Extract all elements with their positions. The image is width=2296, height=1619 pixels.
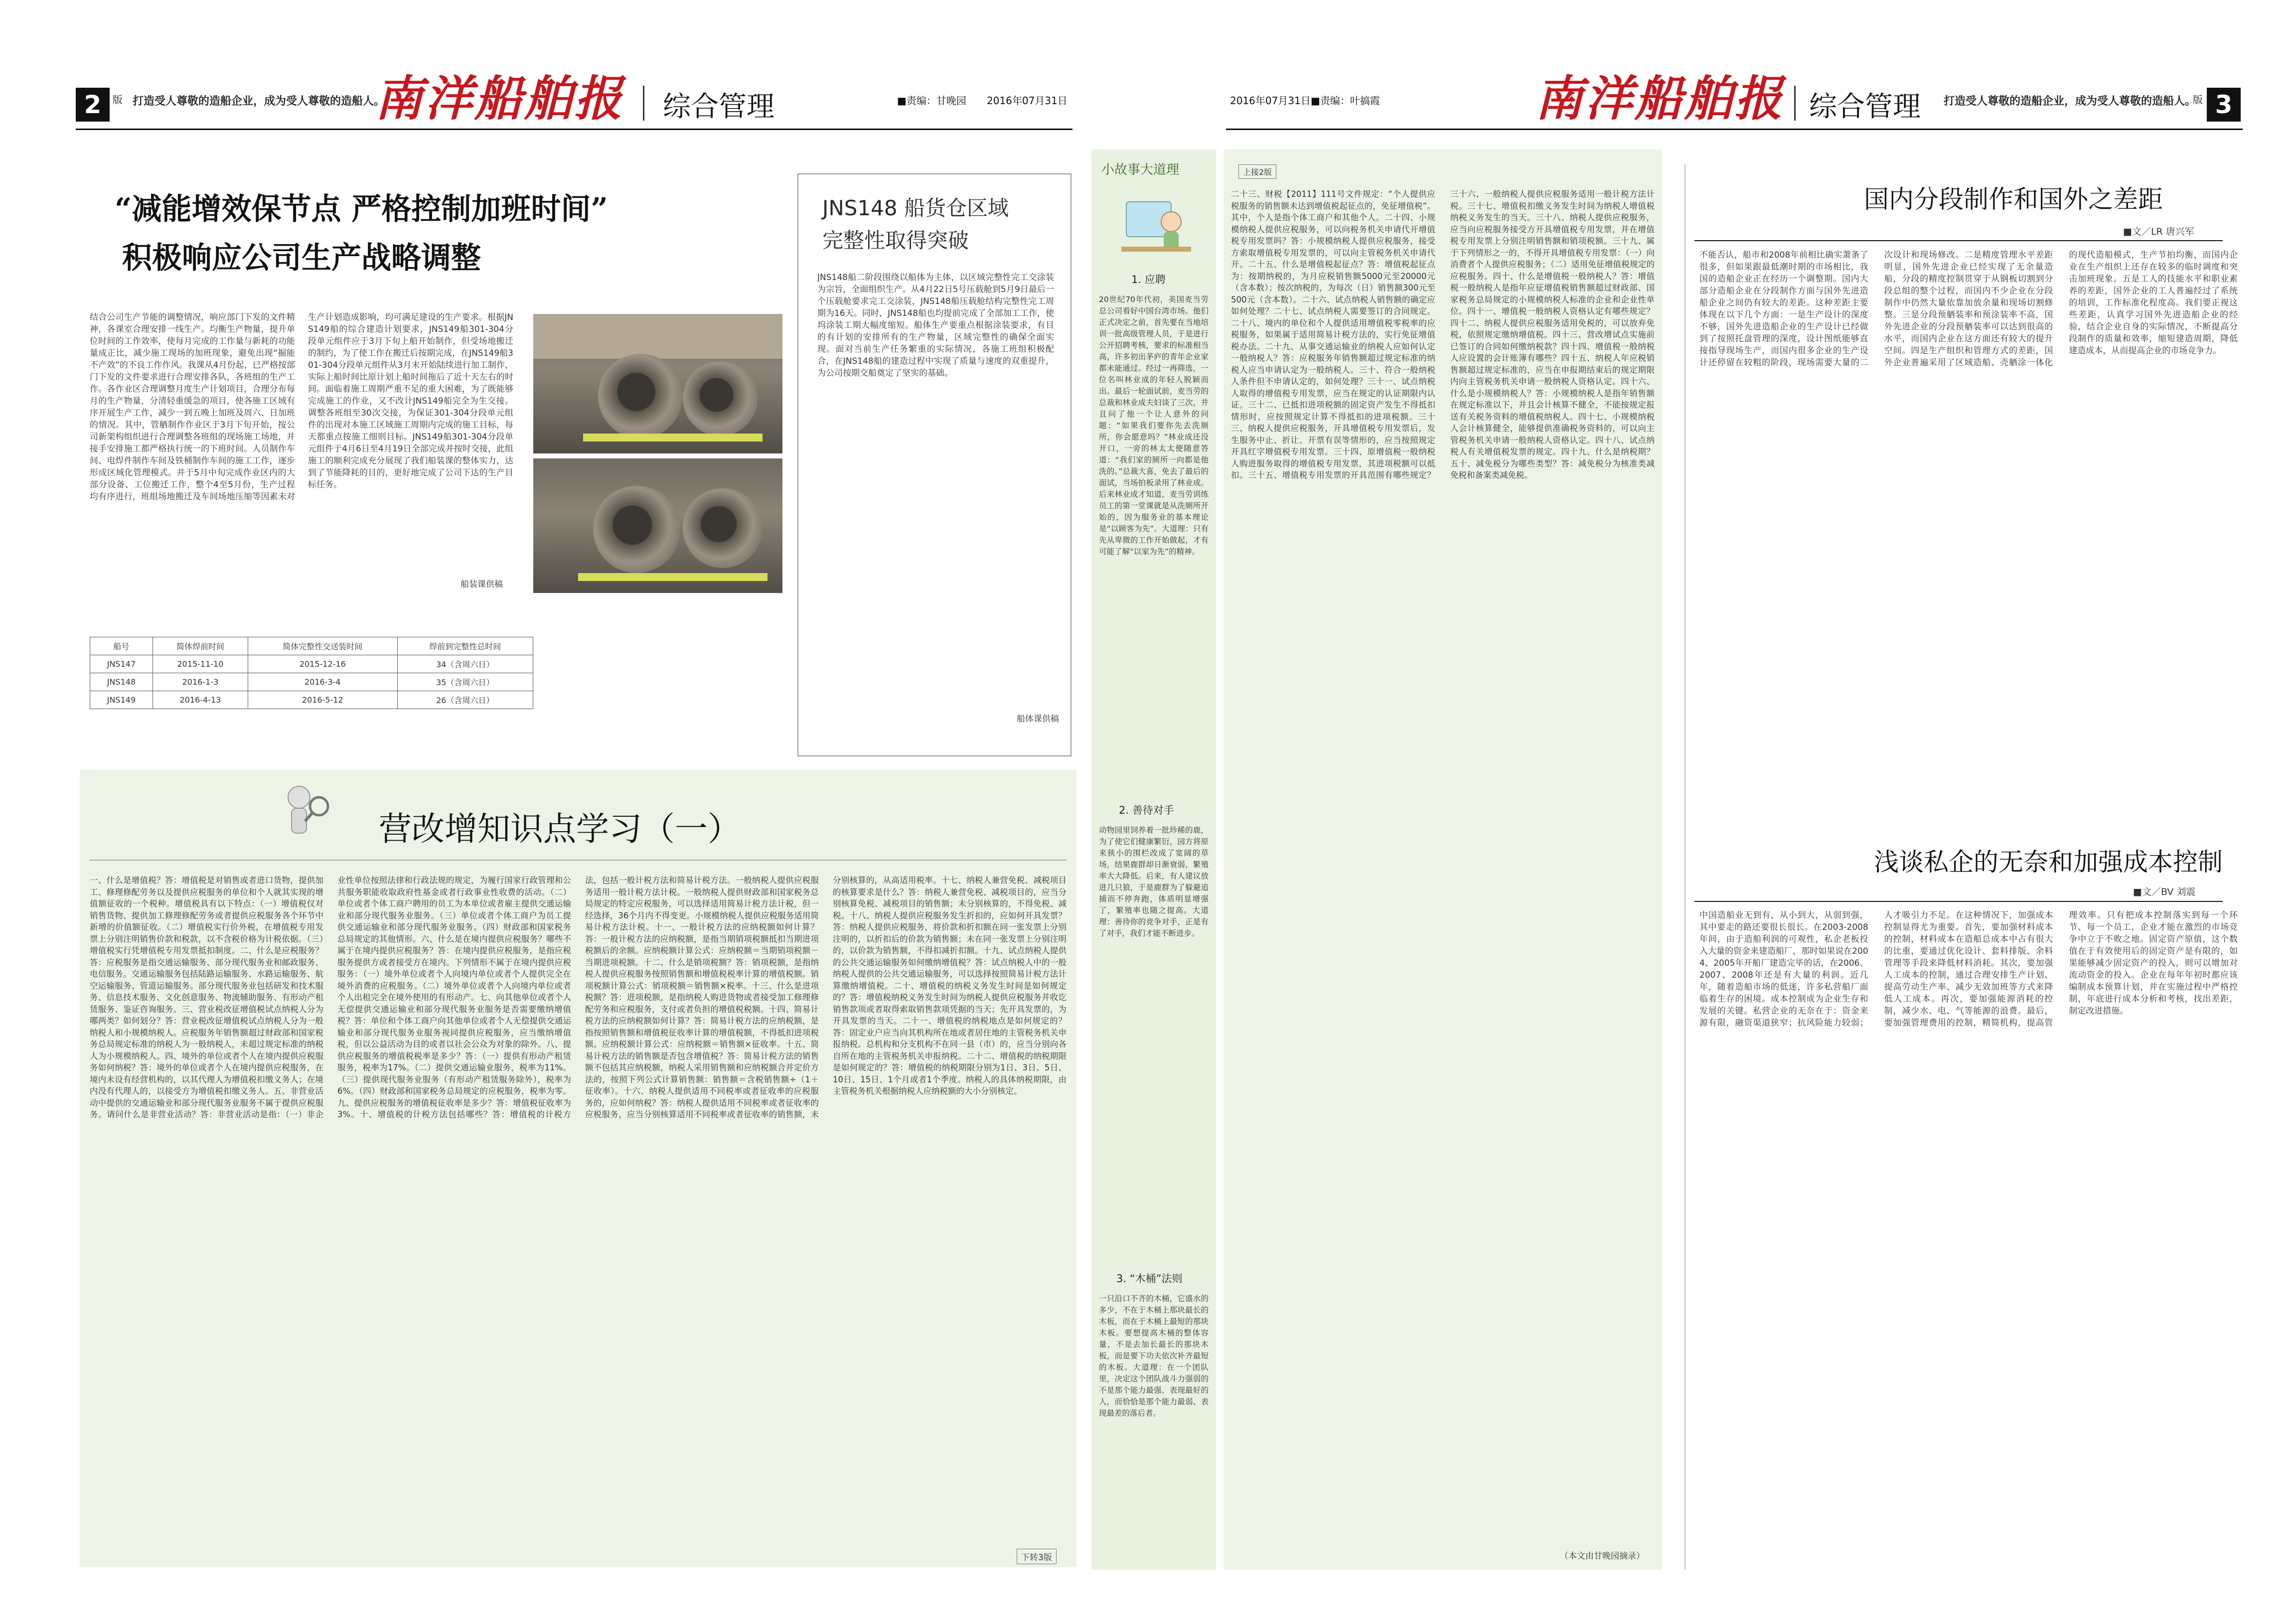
- left-page-number: 2: [76, 88, 110, 122]
- table-header: 焊前到完整性总时间: [397, 637, 533, 655]
- right-page-unit: 版: [2193, 94, 2203, 106]
- article1-photo-top: [533, 314, 782, 453]
- continued-header: 上接2版: [1238, 164, 1276, 179]
- shell-roll: [593, 486, 680, 573]
- article4-rule: [1694, 240, 2223, 241]
- article1-body: 结合公司生产节能的调整情况，响应部门下发的文件精神，各课室合理安排一线生产。均衡生产物量，提升单位时间的工作效率，使每月完成的工作量与新耗的功能量成正比，减少施工现场的加班现象，避免出现“掘能不产效”的不良工作作风。我课从4月份起，已严格按部门下发的文件要求进行合理安排各队，各班组的生产工作。各作业区合理调整月度生产计划项目，合理分布每月的生产物量，分清轻重缓急的项目，使各施工区域有序开展生产工作，减少一到五晚上加班及周六、日加班的情况。其中，管舾制作作业区于3月下旬开始，按公司新架构组织进行合理调整各班组的现场施工场地，并接手安排施工都严格执行统一的下班时间。人员制作车间、电焊件制作车间及铁桶制作车间的施工工作，逐步形成区域化管理模式。并于5月中旬完成作业区内的大部分设备、工位搬迁工作，整个4至5月份，生产过程均有序进行，班组场地搬迁及车间场地压缩等因素未对生产计划造成影响，均可满足建设的生产要求。根据JNS149船的综合建造计划要求，JNS149船301-304分段单元组件应于3月下旬上船开始制作，但受场地搬迁的制约，为了使工作在搬迁后按期完成，在JNS149船301-304分段单元组件从3月末开始陆续进行加工制作，实际上船时间比原计划上船时间拖后了近十天左右的时间。面临着施工周期严重不足的重大困难，为了既能够完成施工的作业，又不改计JNS149船完全为生交接。调整各班组至30次交接，为保证301-304分段单元组件的出现对本施工区域施工周期内完成的施工目标，每天都重点按施工细则目标。JNS149船301-304分段单元组件于4月6日至4月19日全部完成并按时交接，此组施工的顺利完成充分展现了我们船装课的整体实力，达到了节能降耗的目的，更好地完成了公司下达的生产目标任务。: [90, 312, 513, 502]
- article1-title-line1: “减能增效保节点 严格控制加班时间”: [115, 192, 608, 227]
- table-cell: 2015-12-16: [248, 655, 397, 673]
- article1-table: [90, 637, 533, 709]
- right-header-divider: [1794, 86, 1796, 121]
- table-cell: 2016-5-12: [248, 691, 397, 709]
- left-date: 2016年07月31日: [987, 95, 1068, 107]
- shell-roll: [683, 361, 758, 436]
- shell-roll: [683, 488, 763, 568]
- article4-title: 国内分段制作和国外之差距: [1864, 185, 2163, 214]
- article3-title-rule: [90, 860, 1067, 861]
- article5-body: 中国造船业无到有，从小到大，从弱到强，其中要走的路还要很长很长。在2003-2008年间，由于造船利润的可观性，私企老板投入大量的资金来建造船厂，那时如果说在2004、2005年开船厂建造完毕的话，在2006、2007、2008年还是有大量的利润。近几年，随着造船市场的低迷，许多私营船厂面临着生存的困境。成本控制成为企业生存和发展的关键。私营企业的无奈在于：资金来源有限，融资渠道狭窄；抗风险能力较弱；人才吸引力不足。在这种情况下，加强成本控制显得尤为重要。首先，要加强材料成本的控制，材料成本在造船总成本中占有很大的比重，要通过优化设计、套料排版、余料管理等手段来降低材料消耗。其次，要加强人工成本的控制，通过合理安排生产计划、提高劳动生产率、减少无效加班等方式来降低人工成本。再次，要加强能源消耗的控制，减少水、电、气等能源的浪费。最后，要加强管理费用的控制，精简机构，提高管理效率。只有把成本控制落实到每一个环节、每一个员工，企业才能在激烈的市场竞争中立于不败之地。固定资产原值，这个数值在于有效使用后的固定资产是有限的，如果能够减少固定资产的投入，则可以增加对流动资金的投入。企业在每年年初时都应该编制成本预算计划，并在实施过程中严格控制，年底进行成本分析和考核，找出差距，制定改进措施。: [1699, 910, 2238, 1028]
- article2-body: JNS148船二阶段围绕以船体为主体，以区域完整性完工交涂装为宗旨，全面组织生产。从4月22日5号压载舱到5月9日最后一个压载舱要求完工交涂装，JNS148船压载舱结构完整性完工周期为16天。同时，JNS148船也均提前完成了全部加工工作，使坞涂装工期大幅度缩短。船体生产要重点根据涂装要求，有目的有计划的安排所有的生产物量，区域完整性的确保全面实现。面对当前生产任务繁重的实际情况，各施工班组积极配合，在JNS148船的建造过程中实现了质量与速度的双重提升，为公司按期交船奠定了坚实的基础。: [817, 273, 1054, 378]
- table-header-row: [90, 637, 533, 655]
- table-cell: JNS147: [90, 655, 153, 673]
- table-cell: 26（含周六日）: [397, 691, 533, 709]
- article2-title-line1: JNS148 船货仓区域: [822, 196, 1009, 220]
- article5-title: 浅谈私企的无奈和加强成本控制: [1874, 848, 2223, 877]
- story1-body: 20世纪70年代初，美国麦当劳总公司看好中国台湾市场。他们正式决定之前，首先要在当地培训一批高级管理人员，于是进行公开招聘考核，要求的标准相当高，许多初出茅庐的青年企业家都未能通过。经过一再筛选，一位名叫林业成的年轻人脱颖而出。最后一轮面试前，麦当劳的总裁和林业成夫妇谈了三次，并且问了他一个让人意外的问题：“如果我们要你先去洗厕所，你会愿意吗？”林业成还没开口，一旁的林太太便随意答道：“我们家的厕所一向都是他洗的。”总裁大喜，免去了最后的面试，当场拍板录用了林业成。后来林业成才知道，麦当劳训练员工的第一堂课就是从洗厕所开始的，因为服务业的基本理论是“以顾客为先”。大道理：只有先从卑微的工作开始做起，才有可能了解“以家为先”的精神。: [1099, 295, 1209, 556]
- left-masthead-logo: 南洋船舶报: [375, 70, 624, 127]
- shell-roll: [598, 354, 683, 439]
- left-header-divider: [643, 86, 644, 121]
- table-row: [90, 655, 533, 673]
- article2-title-line2: 完整性取得突破: [822, 228, 969, 253]
- story3-title: 3. “木桶”法则: [1116, 1273, 1183, 1285]
- right-masthead-logo: 南洋船舶报: [1535, 70, 1784, 127]
- story2-body: 动物园里饲养着一批珍稀的鹿，为了使它们健康繁衍，园方将原来狭小的围栏改成了宽阔的草场，结果鹿群却日渐衰弱，繁殖率大大降低。后来，有人建议放进几只狼，于是鹿群为了躲避追捕而不停奔跑，体质明显增强了，繁殖率也随之提高。大道理：善待你的竞争对手，正是有了对手，我们才能不断进步。: [1099, 826, 1209, 938]
- right-section-name: 综合管理: [1809, 91, 1921, 123]
- article4-body: 不能否认，船市和2008年前相比确实萧条了很多，但如果跟最低潮时期的市场相比，我国的造船企业正在经历一个调整期。国内大部分造船企业在分段制作方面与国外先进造船企业之间仍有较大的差距。这种差距主要体现在以下几个方面：一是生产设计的深度不够，国外先进造船企业的生产设计已经做到了按照托盘管理的深度，设计图纸能够直接指导现场生产，而国内很多企业的生产设计还停留在较粗的阶段，现场需要大量的二次设计和现场修改。二是精度管理水平差距明显，国外先进企业已经实现了无余量造船，分段的精度控制贯穿于从钢板切割到分段总组的整个过程，而国内不少企业在分段制作中仍然大量依靠加放余量和现场切割修整。三是分段预舾装率和预涂装率不高，国外先进企业的分段预舾装率可以达到很高的水平，而国内企业在这方面还有较大的提升空间。四是生产组织和管理方式的差距，国外企业普遍采用了区域造船、壳舾涂一体化的现代造船模式，生产节拍均衡，而国内企业在生产组织上还存在较多的临时调度和突击加班现象。五是工人的技能水平和职业素养的差距，国外企业的工人普遍经过了系统的培训，工作标准化程度高。我们要正视这些差距，认真学习国外先进造船企业的经验，结合企业自身的实际情况，不断提高分段制作的质量和效率，缩短建造周期，降低建造成本，从而提高企业的市场竞争力。: [1699, 250, 2238, 368]
- left-section-name: 综合管理: [663, 91, 774, 123]
- article1-title-line2: 积极响应公司生产战略调整: [122, 241, 481, 276]
- right-slogan: 打造受人尊敬的造船企业，成为受人尊敬的造船人。: [1944, 95, 2196, 108]
- table-cell: 2016-4-13: [153, 691, 248, 709]
- table-row: [90, 691, 533, 709]
- table-cell: JNS149: [90, 691, 153, 709]
- article1-photo-bottom: [533, 458, 782, 593]
- right-header-rule: [1226, 129, 2243, 130]
- left-slogan: 打造受人尊敬的造船企业，成为受人尊敬的造船人。: [133, 95, 385, 108]
- table-cell: 35（含周六日）: [397, 673, 533, 691]
- story2-title: 2. 善待对手: [1119, 804, 1174, 816]
- left-header-rule: [76, 129, 1072, 130]
- article5-rule: [1694, 901, 2223, 902]
- table-row: [90, 673, 533, 691]
- article2-byline: 船体课供稿: [1017, 714, 1059, 724]
- continued-body: 二十三、财税【2011】111号文件规定：“个人提供应税服务的销售额未达到增值税起征点的，免征增值税”。其中，个人是指个体工商户和其他个人。二十四、小规模纳税人提供应税服务，可以向税务机关申请代开增值税专用发票吗？答：小规模纳税人提供应税服务，接受方索取增值税专用发票的，可以向主管税务机关申请代开。二十五、什么是增值税起征点？答：增值税起征点为：按期纳税的，为月应税销售额5000元至20000元（含本数）；按次纳税的，为每次（日）销售额300元至500元（含本数）。二十六、试点纳税人销售额的确定应如何处理？二十七、试点纳税人需要签订的合同规定。二十八、境内的单位和个人提供适用增值税零税率的应税服务，如果属于适用简易计税方法的，实行免征增值税办法。二十九、从事交通运输业的纳税人应如何认定一般纳税人？答：应税服务年销售额超过规定标准的纳税人应当申请认定为一般纳税人。三十、符合一般纳税人条件但不申请认定的，如何处理？三十一、试点纳税人取得的增值税专用发票，应当在规定的认证期限内认证。三十二、已抵扣进项税额的固定资产发生不得抵扣情形时，应按照规定计算不得抵扣的进项税额。三十三、纳税人提供应税服务，开具增值税专用发票后，发生服务中止、折让、开票有误等情形的，应当按照规定开具红字增值税专用发票。三十四、原增值税一般纳税人购进服务取得的增值税专用发票，其进项税额可以抵扣。三十五、增值税专用发票的开具范围有哪些规定？三十六、一般纳税人提供应税服务适用一般计税方法计税。三十七、增值税扣缴义务发生时间为纳税人增值税纳税义务发生的当天。三十八、纳税人提供应税服务，应当向应税服务接受方开具增值税专用发票，并在增值税专用发票上分别注明销售额和销项税额。三十九、属于下列情形之一的，不得开具增值税专用发票：（一）向消费者个人提供应税服务；（二）适用免征增值税规定的应税服务。四十、什么是增值税一般纳税人？答：增值税一般纳税人是指年应征增值税销售额超过财政部、国家税务总局规定的小规模纳税人标准的企业和企业性单位。四十一、增值税一般纳税人资格认定有哪些规定？四十二、纳税人提供应税服务适用免税的，可以放弃免税，依照规定缴纳增值税。四十三、营改增试点实施前已签订的合同如何缴纳税款？四十四、增值税一般纳税人应设置的会计账簿有哪些？四十五、纳税人年应税销售额超过规定标准的，应当在申报期结束后的规定期限内向主管税务机关申请一般纳税人资格认定。四十六、什么是小规模纳税人？答：小规模纳税人是指年销售额在规定标准以下，并且会计核算不健全，不能按规定报送有关税务资料的增值税纳税人。四十七、小规模纳税人会计核算健全，能够提供准确税务资料的，可以向主管税务机关申请一般纳税人资格认定。四十八、试点纳税人有关增值税发票的规定。四十九、什么是纳税期？五十、减免税分为哪些类型？答：减免税分为核准类减免税和备案类减免税。: [1231, 189, 1655, 480]
- sidebar-header: 小故事大道理: [1101, 162, 1180, 177]
- right-column-divider: [1684, 164, 1685, 1570]
- right-editor: ■责编：叶搞霞: [1311, 95, 1380, 107]
- article4-byline: ■文／LR 唐兴军: [2123, 226, 2194, 237]
- table-header: 船号: [90, 637, 153, 655]
- magnifier-figure-icon: [279, 782, 334, 847]
- story1-title: 1. 应聘: [1131, 274, 1166, 286]
- sidebar-illustration: [1116, 192, 1196, 262]
- transporter: [578, 573, 767, 581]
- left-editor: ■责编：甘晚园: [897, 95, 966, 107]
- continued-byline: （本文由甘晚园摘录）: [1560, 1551, 1645, 1561]
- article5-byline: ■文／BV 刘震: [2133, 886, 2196, 897]
- table-header: 简体完整性交送装时间: [248, 637, 397, 655]
- factory-wall: [533, 314, 782, 359]
- table-cell: 2016-3-4: [248, 673, 397, 691]
- article1-byline: 船装课供稿: [460, 580, 503, 589]
- article3-continue-note: 下转3版: [1017, 1549, 1057, 1564]
- story3-body: 一只沿口不齐的木桶，它盛水的多少，不在于木桶上那块最长的木板，而在于木桶上最短的那块木板。要想提高木桶的整体容量，不是去加长最长的那块木板，而是要下功夫依次补齐最短的木板。大道理：在一个团队里，决定这个团队战斗力强弱的不是那个能力最强、表现最好的人，而恰恰是那个能力最弱、表现最差的落后者。: [1099, 1294, 1209, 1418]
- table-header: 简体焊前时间: [153, 637, 248, 655]
- table-cell: 34（含周六日）: [397, 655, 533, 673]
- right-date: 2016年07月31日: [1230, 95, 1311, 107]
- right-page-number: 3: [2207, 88, 2241, 122]
- transporter: [583, 434, 763, 442]
- left-page-unit: 版: [113, 94, 123, 106]
- article3-title: 营改增知识点学习（一）: [379, 810, 741, 848]
- table-cell: JNS148: [90, 673, 153, 691]
- table-cell: 2016-1-3: [153, 673, 248, 691]
- article3-body: 一、什么是增值税？答：增值税是对销售或者进口货物，提供加工、修理修配劳务以及提供应税服务的单位和个人就其实现的增值额征收的一个税种。增值税具有以下特点：（一）增值税仅对销售货物、提供加工修理修配劳务或者提供应税服务各个环节中新增的价值额征收。（二）增值税实行价外税，在增值税专用发票上分别注明销售价款和税款，以不含税价格为计税依据。（三）增值税实行凭增值税专用发票抵扣制度。二、什么是应税服务？答：应税服务是指交通运输服务、部分现代服务业和邮政服务、电信服务。交通运输服务包括陆路运输服务、水路运输服务、航空运输服务、管道运输服务。部分现代服务业包括研发和技术服务、信息技术服务、文化创意服务、物流辅助服务、有形动产租赁服务、鉴证咨询服务。三、营业税改征增值税试点纳税人分为哪两类？如何划分？答：营业税改征增值税试点纳税人分为一般纳税人和小规模纳税人。应税服务年销售额超过财政部和国家税务总局规定标准的纳税人为一般纳税人，未超过规定标准的纳税人为小规模纳税人。四、境外的单位或者个人在境内提供应税服务如何纳税？答：境外的单位或者个人在境内提供应税服务，在境内未设有经营机构的，以其代理人为增值税扣缴义务人；在境内没有代理人的，以接受方为增值税扣缴义务人。五、非营业活动中提供的交通运输业和部分现代服务业服务不属于提供应税服务。请问什么是非营业活动？答：非营业活动是指：（一）非企业性单位按照法律和行政法规的规定，为履行国家行政管理和公共服务职能收取政府性基金或者行政事业性收费的活动。（二）单位或者个体工商户聘用的员工为本单位或者雇主提供交通运输业和部分现代服务业服务。（三）单位或者个体工商户为员工提供交通运输业和部分现代服务业服务。（四）财政部和国家税务总局规定的其他情形。六、什么是在境内提供应税服务？哪些不属于在境内提供应税服务？答：在境内提供应税服务，是指应税服务提供方或者接受方在境内。下列情形不属于在境内提供应税服务：（一）境外单位或者个人向境内单位或者个人提供完全在境外消费的应税服务。（二）境外单位或者个人向境内单位或者个人出租完全在境外使用的有形动产。七、向其他单位或者个人无偿提供交通运输业和部分现代服务业服务是否需要缴纳增值税？答：单位和个体工商户向其他单位或者个人无偿提供交通运输业和部分现代服务业服务视同提供应税服务，应当缴纳增值税，但以公益活动为目的或者以社会公众为对象的除外。八、提供应税服务的增值税税率是多少？答：（一）提供有形动产租赁服务，税率为17%。（二）提供交通运输业服务，税率为11%。（三）提供现代服务业服务（有形动产租赁服务除外），税率为6%。（四）财政部和国家税务总局规定的应税服务，税率为零。九、提供应税服务的增值税征收率是多少？答：增值税征收率为3%。十、增值税的计税方法包括哪些？答：增值税的计税方法，包括一般计税方法和简易计税方法。一般纳税人提供应税服务适用一般计税方法计税。一般纳税人提供财政部和国家税务总局规定的特定应税服务，可以选择适用简易计税方法计税，但一经选择，36个月内不得变更。小规模纳税人提供应税服务适用简易计税方法计税。十一、一般计税方法的应纳税额如何计算？答：一般计税方法的应纳税额，是指当期销项税额抵扣当期进项税额后的余额。应纳税额计算公式：应纳税额＝当期销项税额－当期进项税额。十二、什么是销项税额？答：销项税额，是指纳税人提供应税服务按照销售额和增值税税率计算的增值税额。销项税额计算公式：销项税额＝销售额×税率。十三、什么是进项税额？答：进项税额，是指纳税人购进货物或者接受加工修理修配劳务和应税服务，支付或者负担的增值税税额。十四、简易计税方法的应纳税额如何计算？答：简易计税方法的应纳税额，是指按照销售额和增值税征收率计算的增值税额，不得抵扣进项税额。应纳税额计算公式：应纳税额＝销售额×征收率。十五、简易计税方法的销售额是否包含增值税？答：简易计税方法的销售额不包括其应纳税额，纳税人采用销售额和应纳税额合并定价方法的，按照下列公式计算销售额：销售额＝含税销售额÷（1＋征收率）。十六、纳税人提供适用不同税率或者征收率的应税服务的，应如何纳税？答：纳税人提供适用不同税率或者征收率的应税服务，应当分别核算适用不同税率或者征收率的销售额，未分别核算的，从高适用税率。十七、纳税人兼营免税、减税项目的核算要求是什么？答：纳税人兼营免税、减税项目的，应当分别核算免税、减税项目的销售额；未分别核算的，不得免税、减税。十八、纳税人提供应税服务发生折扣的，应如何开具发票？答：纳税人提供应税服务，将价款和折扣额在同一张发票上分别注明的，以折扣后的价款为销售额；未在同一张发票上分别注明的，以价款为销售额，不得扣减折扣额。十九、试点纳税人提供的公共交通运输服务如何缴纳增值税？答：试点纳税人中的一般纳税人提供的公共交通运输服务，可以选择按照简易计税方法计算缴纳增值税。二十、增值税的纳税义务发生时间是如何规定的？答：增值税纳税义务发生时间为纳税人提供应税服务并收讫销售款项或者取得索取销售款项凭据的当天；先开具发票的，为开具发票的当天。二十一、增值税的纳税地点是如何规定的？答：固定业户应当向其机构所在地或者居住地的主管税务机关申报纳税。总机构和分支机构不在同一县（市）的，应当分别向各自所在地的主管税务机关申报纳税。二十二、增值税的纳税期限是如何规定的？答：增值税的纳税期限分别为1日、3日、5日、10日、15日、1个月或者1个季度。纳税人的具体纳税期限，由主管税务机关根据纳税人应纳税额的大小分别核定。: [90, 876, 1067, 1119]
- table-cell: 2015-11-10: [153, 655, 248, 673]
